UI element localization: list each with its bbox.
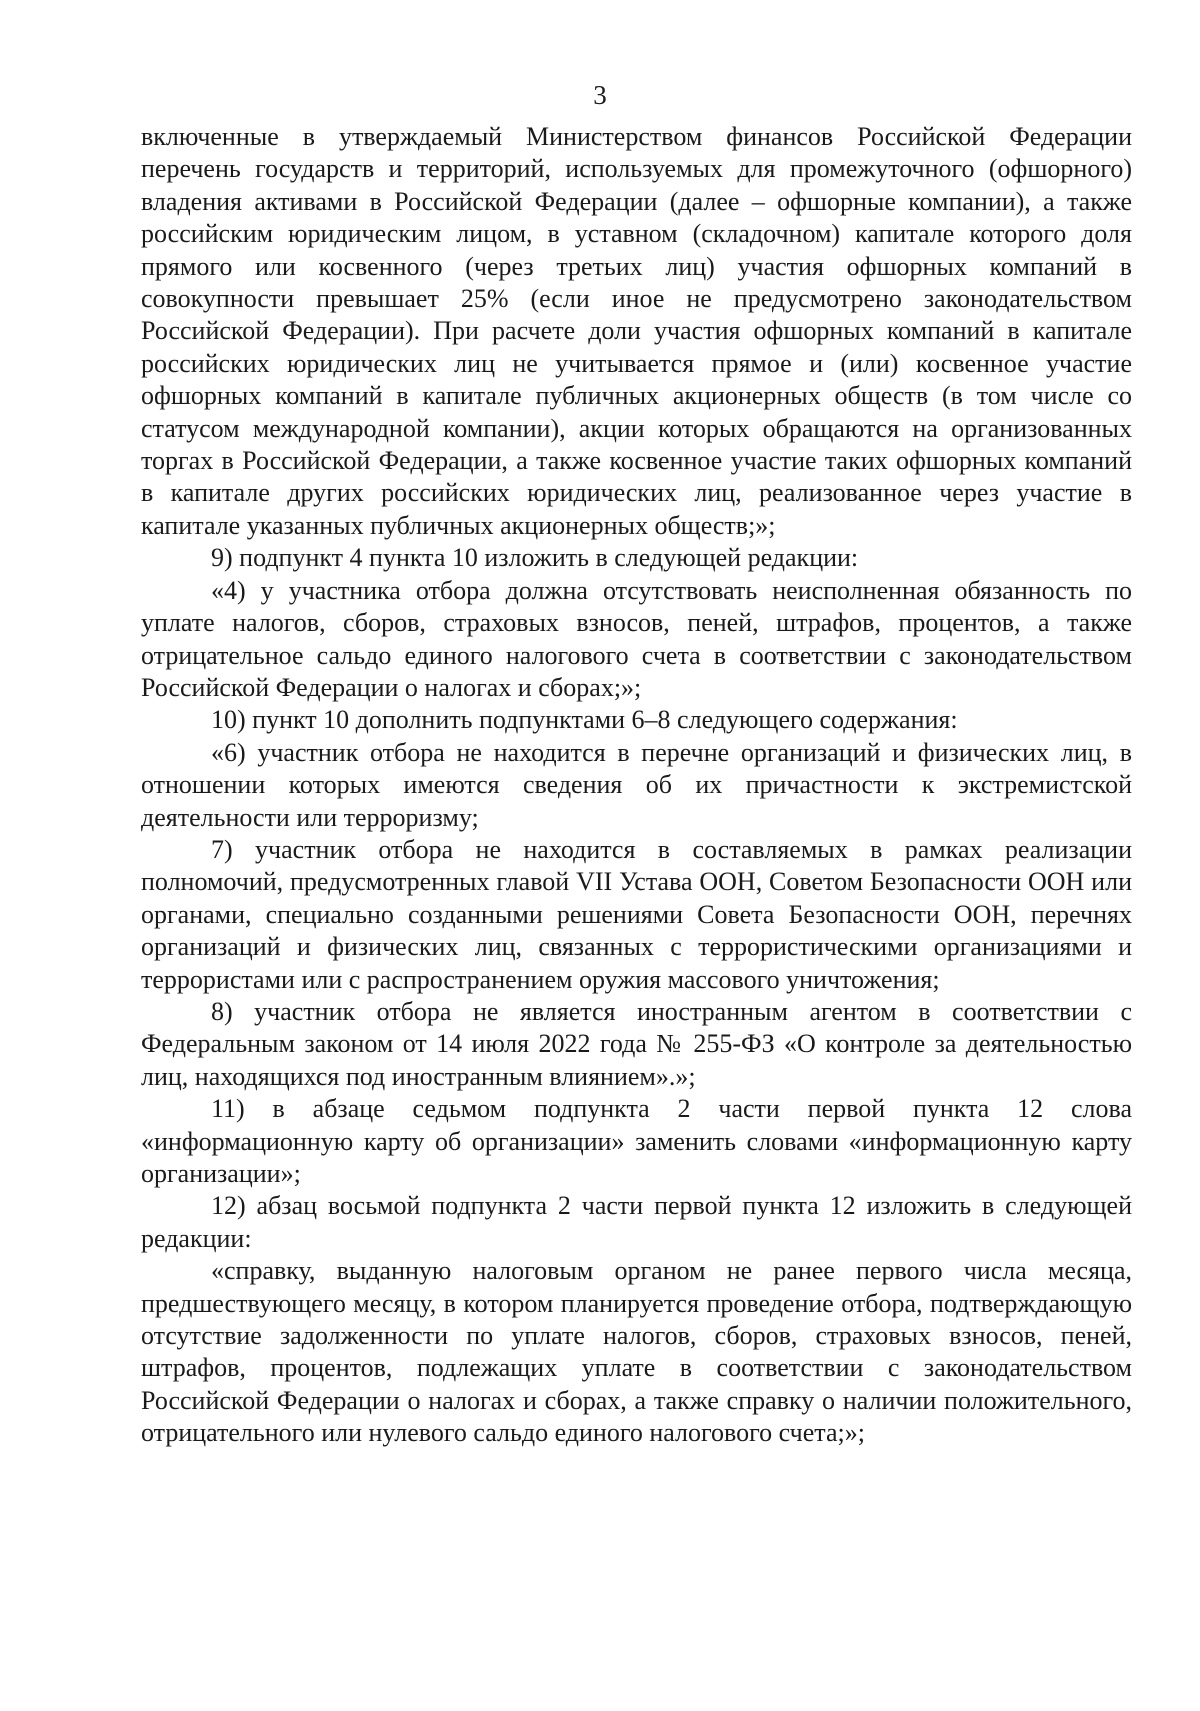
paragraph-item-11: 11) в абзаце седьмом подпункта 2 части первой пункта 12 слова «информационную карту об организации» заменить словами «информационную карту организации»; <box>141 1094 1132 1188</box>
paragraph-subitem-6: «6) участник отбора не находится в перечне организаций и физических лиц, в отношении которых имеются сведения об их причастности к экстремистской деятельности или терроризму; <box>141 737 1132 832</box>
paragraph-subitem-8: 8) участник отбора не является иностранным агентом в соответствии с Федеральным законом от 14 июля 2022 года № 255-ФЗ «О контроле за деятельностью лиц, находящихся под иностранным влиянием».»; <box>141 996 1132 1091</box>
paragraph-subitem-7: 7) участник отбора не находится в составляемых в рамках реализации полномочий, предусмотренных главой VII Устава ООН, Советом Безопасности ООН или органами, специально созданными решениями Совета Безопасности ООН, перечнях организаций и физических лиц, связанных с террористическими организациями и террористами или с распространением оружия массового уничтожения; <box>141 834 1132 994</box>
paragraph-item-10: 10) пункт 10 дополнить подпунктами 6–8 следующего содержания: <box>211 705 958 735</box>
paragraph-subitem-4: «4) у участника отбора должна отсутствовать неисполненная обязанность по уплате налогов, сборов, страховых взносов, пеней, штрафов, процентов, а также отрицательное сальдо единого налогового счета в соответствии с законодательством Российской Федерации о налогах и сборах;»; <box>141 575 1132 702</box>
paragraph-item-12: 12) абзац восьмой подпункта 2 части первой пункта 12 изложить в следующей редакции: <box>141 1191 1132 1253</box>
document-body <box>141 121 1132 1450</box>
paragraph-tax-certificate: «справку, выданную налоговым органом не ранее первого числа месяца, предшествующего месяцу, в котором планируется проведение отбора, подтверждающую отсутствие задолженности по уплате налогов, сборов, страховых взносов, пеней, штрафов, процентов, подлежащих уплате в соответствии с законодательством Российской Федерации о налогах и сборах, а также справку о наличии положительного, отрицательного или нулевого сальдо единого налогового счета;»; <box>141 1256 1132 1448</box>
paragraph-offshore-companies: включенные в утверждаемый Министерством финансов Российской Федерации перечень государств и территорий, используемых для промежуточного (офшорного) владения активами в Российской Федерации (далее – офшорные компании), а также российским юридическим лицом, в уставном (складочном) капитале которого доля прямого или косвенного (через третьих лиц) участия офшорных компаний в совокупности превышает 25% (если иное не предусмотрено законодательством Российской Федерации). При расчете доли участия офшорных компаний в капитале российских юридических лиц не учитывается прямое и (или) косвенное участие офшорных компаний в капитале публичных акционерных обществ (в том числе со статусом международной компании), акции которых обращаются на организованных торгах в Российской Федерации, а также косвенное участие таких офшорных компаний в капитале других российских юридических лиц, реализованное через участие в капитале указанных публичных акционерных обществ;»; <box>141 122 1132 540</box>
paragraph-item-9: 9) подпункт 4 пункта 10 изложить в следующей редакции: <box>211 543 859 573</box>
page-number: 3 <box>593 80 607 110</box>
